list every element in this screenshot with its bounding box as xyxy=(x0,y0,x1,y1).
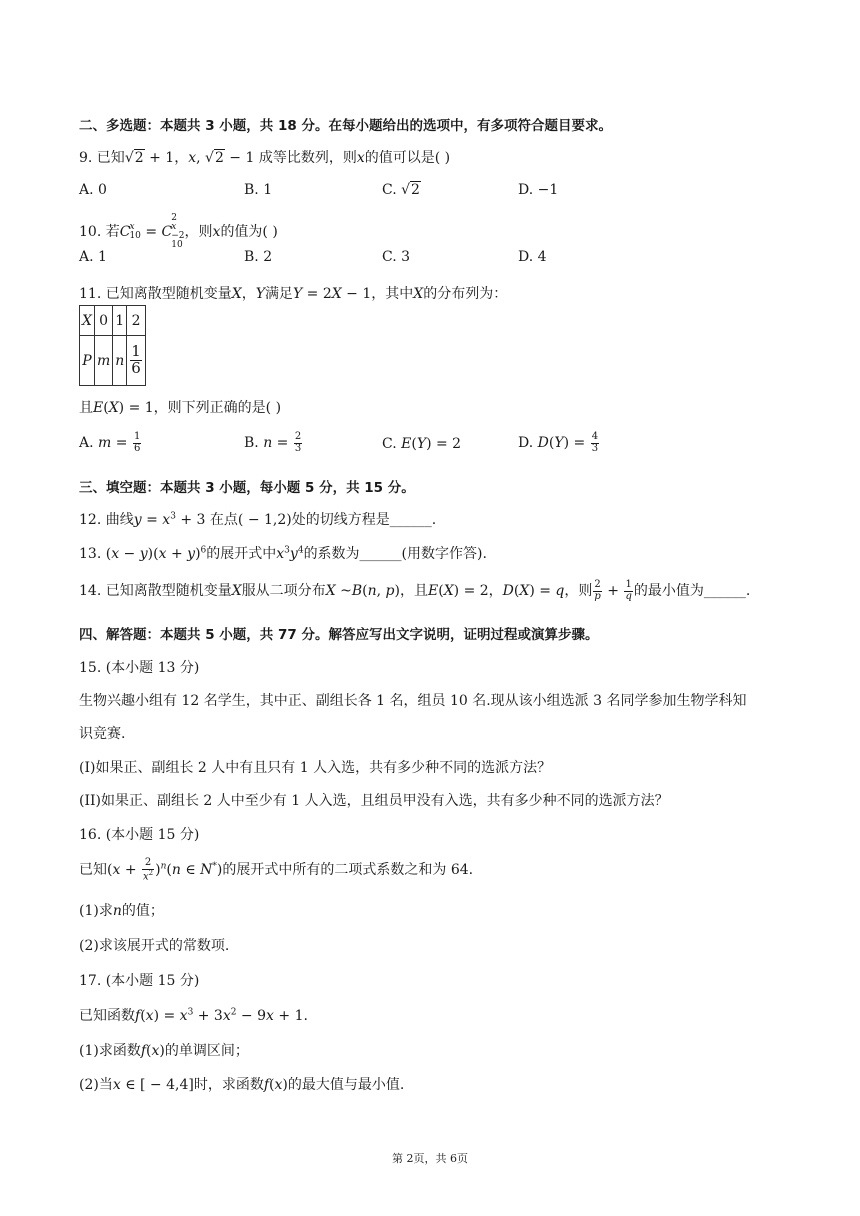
option-a: A. 1 xyxy=(79,249,107,265)
page-footer: 第 2页，共 6页 xyxy=(392,1152,468,1165)
question-13 xyxy=(79,543,487,563)
table-cell: n xyxy=(113,336,127,386)
math: n xyxy=(112,903,122,919)
math: X xyxy=(231,583,242,599)
distribution-table xyxy=(79,305,146,386)
math: E(X) = 2 xyxy=(427,583,489,599)
option-c-label: C. xyxy=(382,182,402,198)
math: x xyxy=(212,224,221,240)
q12-text: 在点 xyxy=(209,512,238,528)
math: $y = x^3 + 3$ xyxy=(133,511,210,528)
q17-part2 xyxy=(79,1074,404,1094)
frac-num: 1 xyxy=(131,342,141,361)
math: ( − 1,2) xyxy=(237,512,292,528)
q15-body-line2: 识竞赛. xyxy=(79,726,126,742)
math: (x + $\frac{2}{x^2}$ )$^n$(n ∈ N*) xyxy=(107,857,223,882)
q13-text: 13. xyxy=(79,546,106,562)
option-c: C. √2 xyxy=(382,182,420,198)
question-12 xyxy=(79,509,436,529)
q17-text: 的最大值与最小值. xyxy=(287,1077,405,1093)
math: $(x - y)(x + y)^6$ xyxy=(105,545,207,562)
math: x ∈ [ − 4,4] xyxy=(112,1077,194,1093)
math: E(X) = 1 xyxy=(93,400,154,416)
q16-text: 的值； xyxy=(121,903,164,919)
frac-num: 2 xyxy=(294,431,302,442)
q11-text: 的分布列为： xyxy=(423,286,508,302)
q13-text: 的系数为______(用数字作答). xyxy=(303,546,487,562)
frac-den: 6 xyxy=(133,442,141,454)
q17-title: 17. (本小题 15 分) xyxy=(79,973,200,989)
math: Y = 2X − 1 xyxy=(292,286,372,302)
q10-suffix: ，则 xyxy=(184,224,213,240)
math: C x 10 = C 2 x −2 10 xyxy=(119,213,185,250)
q11-text: ， xyxy=(241,286,256,302)
question-10 xyxy=(79,214,278,250)
q9-prefix: 9. 已知 xyxy=(79,150,125,166)
option-label: D. xyxy=(518,435,538,451)
math: $x^3y^4$ xyxy=(276,545,304,562)
math: X xyxy=(231,286,242,302)
table-cell xyxy=(127,336,146,386)
option-a: A. 0 xyxy=(79,182,107,198)
option-b: B. 1 xyxy=(244,182,273,198)
q16-text: 已知 xyxy=(79,862,107,879)
q17-statement xyxy=(79,1005,308,1025)
question-11 xyxy=(79,283,507,303)
q16-part2: (2)求该展开式的常数项. xyxy=(79,938,230,954)
frac-den: 3 xyxy=(591,442,599,454)
frac-den: 6 xyxy=(131,359,141,377)
frac-num: 1 xyxy=(133,431,141,442)
table-cell: m xyxy=(94,336,112,386)
q16-statement xyxy=(79,858,473,882)
option-d: D. −1 xyxy=(518,182,559,198)
section-heading-fill-in: 三、填空题：本题共 3 小题，每小题 5 分，共 15 分。 xyxy=(79,480,415,496)
math: X xyxy=(413,286,424,302)
math: x xyxy=(188,150,197,166)
q9-suffix: 的值可以是( ) xyxy=(364,150,451,166)
table-cell: P xyxy=(80,336,95,386)
math: √2 xyxy=(124,150,144,166)
option-value: 2 xyxy=(452,436,462,452)
q11-text: ，其中 xyxy=(371,286,414,302)
math: , √2 xyxy=(196,150,224,166)
math: f(x) xyxy=(140,1043,165,1059)
math: D(X) = q xyxy=(502,583,565,599)
q10-suffix2: 的值为( ) xyxy=(220,224,278,240)
q9-mid1: + 1， xyxy=(144,150,189,166)
math: x xyxy=(356,150,365,166)
option-label: C. xyxy=(382,436,402,452)
q17-part1 xyxy=(79,1040,249,1060)
option-b: B. 2 xyxy=(244,249,273,265)
math: Y xyxy=(255,286,265,302)
option-b: B. n = $\frac{2}{3}$ xyxy=(244,431,302,454)
question-14 xyxy=(79,580,750,602)
q16-text: 的展开式中所有的二项式系数之和为 64. xyxy=(222,862,474,879)
q17-text: 时，求函数 xyxy=(193,1077,264,1093)
q16-part1 xyxy=(79,900,164,920)
q11-text: ，则下列正确的是( ) xyxy=(153,400,282,416)
math: X ~B(n, p) xyxy=(325,583,400,599)
math: $\frac{2}{p}$ + $\frac{1}{q}$ xyxy=(594,579,632,602)
q17-text: 的单调区间； xyxy=(164,1043,249,1059)
question-9 xyxy=(79,147,450,167)
q11-text: 满足 xyxy=(264,286,293,302)
frac-den: 3 xyxy=(294,442,302,454)
q17-text: (2)当 xyxy=(79,1077,113,1093)
q17-text: (1)求函数 xyxy=(79,1043,141,1059)
q14-text: 的最小值为______. xyxy=(633,583,751,599)
table-cell: 2 xyxy=(127,306,146,336)
option-c: C. 3 xyxy=(382,249,411,265)
q16-title: 16. (本小题 15 分) xyxy=(79,827,200,843)
q14-text: ，且 xyxy=(399,583,428,599)
table-cell: 1 xyxy=(113,306,127,336)
q11-text: 且 xyxy=(79,400,93,416)
frac-num: 4 xyxy=(591,431,599,442)
option-a: A. m = $\frac{1}{6}$ xyxy=(79,431,141,454)
option-c: C. E(Y) = 2 xyxy=(382,436,462,452)
q14-text: ，则 xyxy=(564,583,593,599)
section-heading-solutions: 四、解答题：本题共 5 小题，共 77 分。解答应写出文字说明，证明过程或演算步骤。 xyxy=(79,627,599,643)
option-d: D. D(Y) = $\frac{4}{3}$ xyxy=(518,431,599,454)
q10-prefix: 10. 若 xyxy=(79,224,120,240)
table-row xyxy=(80,336,146,386)
q14-text: 14. 已知离散型随机变量 xyxy=(79,583,232,599)
q14-text: ， xyxy=(488,583,503,599)
q11-condition xyxy=(79,397,281,417)
q11-text: 11. 已知离散型随机变量 xyxy=(79,286,232,302)
option-d: D. 4 xyxy=(518,249,547,265)
q15-part1: (I)如果正、副组长 2 人中有且只有 1 人入选，共有多少种不同的选派方法？ xyxy=(79,760,552,776)
q16-text: (1)求 xyxy=(79,903,113,919)
q9-mid2: − 1 成等比数列，则 xyxy=(224,150,357,166)
q15-part2: (II)如果正、副组长 2 人中至少有 1 人入选，且组员甲没有入选，共有多少种不同的选派方法？ xyxy=(79,793,669,809)
q14-text: 服从二项分布 xyxy=(241,583,326,599)
section-heading-multiple-choice: 二、多选题：本题共 3 小题，共 18 分。在每小题给出的选项中，有多项符合题目要求。 xyxy=(79,118,612,134)
table-row xyxy=(80,306,146,336)
q12-text: 12. 曲线 xyxy=(79,512,134,528)
q12-text: 处的切线方程是______. xyxy=(291,512,437,528)
option-label: B. xyxy=(244,435,264,451)
table-cell: X xyxy=(80,306,95,336)
q15-body-line1: 生物兴趣小组有 12 名学生，其中正、副组长各 1 名，组员 10 名.现从该小组选派 3 名同学参加生物学科知 xyxy=(79,693,747,709)
math: $f(x) = x^3 + 3x^2 - 9x + 1$. xyxy=(135,1007,308,1024)
q17-text: 已知函数 xyxy=(79,1008,135,1024)
q13-text: 的展开式中 xyxy=(206,546,277,562)
q15-title: 15. (本小题 13 分) xyxy=(79,660,200,676)
option-label: A. xyxy=(79,435,99,451)
table-cell: 0 xyxy=(94,306,112,336)
math: f(x) xyxy=(263,1077,288,1093)
